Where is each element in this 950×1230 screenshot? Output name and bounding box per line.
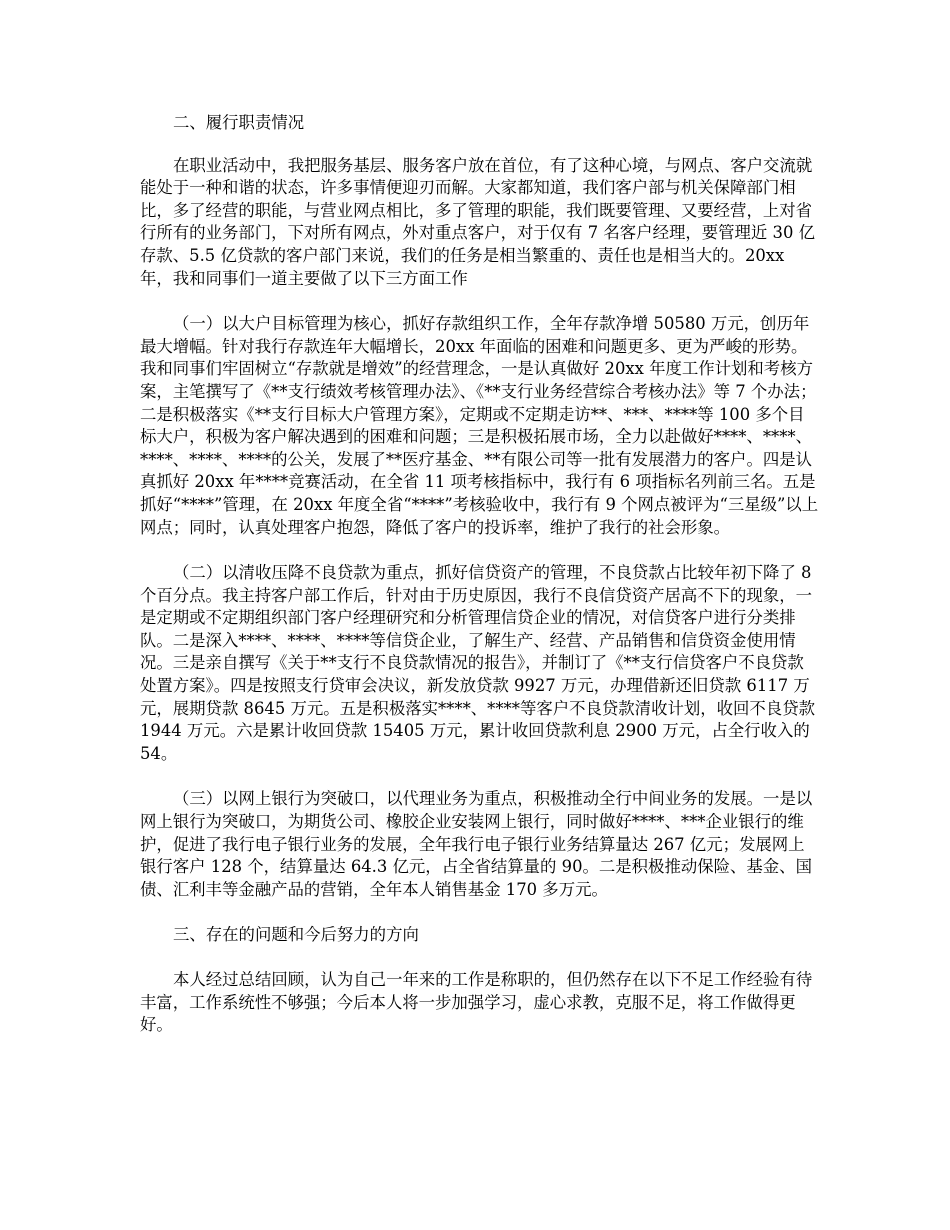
paragraph-loans: （二）以清收压降不良贷款为重点，抓好信贷资产的管理，不良贷款占比较年初下降了 8 个百分点。我主持客户部工作后，针对由于历史原因，我行不良信贷资产居高不下的现象，一是定期或不定期组织部门客户经理研究和分析管理信贷企业的情况，对信贷客户进行分类排队。二是深入****、****、****等信贷企业，了解生产、经营、产品销售和信贷资金使用情况。三是亲自撰写《关于**支行不良贷款情况的报告》，并制订了《**支行信贷客户不良贷款处置方案》。四是按照支行贷审会决议，新发放贷款 9927 万元，办理借新还旧贷款 6117 万元，展期贷款 8645 万元。五是积极落实****、****等客户不良贷款清收计划，收回不良贷款 1944 万元。六是累计收回贷款 15405 万元，累计收回贷款利息 2900 万元，占全行收入的 54。 (140, 563, 815, 763)
section-heading-duties: 二、履行职责情况 (173, 113, 305, 132)
paragraph-intermediary-business: （三）以网上银行为突破口，以代理业务为重点，积极推动全行中间业务的发展。一是以网上银行为突破口，为期货公司、橡胶企业安装网上银行，同时做好****、***企业银行的维护，促进了我行电子银行业务的发展，全年我行电子银行业务结算量达 267 亿元；发展网上银行客户 128 个，结算量达 64.3 亿元，占全省结算量的 90。二是积极推动保险、基金、国债、汇利丰等金融产品的营销，全年本人销售基金 170 多万元。 (140, 789, 813, 899)
document-page (140, 112, 820, 1037)
paragraph-deposits: （一）以大户目标管理为核心，抓好存款组织工作，全年存款净增 50580 万元，创历年最大增幅。针对我行存款连年大幅增长，20xx 年面临的困难和问题更多、更为严峻的形势。我和同事们牢固树立“存款就是增效”的经营理念，一是认真做好 20xx 年度工作计划和考核方案，主笔撰写了《**支行绩效考核管理办法》、《**支行业务经营综合考核办法》等 7 个办法；二是积极落实《**支行目标大户管理方案》，定期或不定期走访**、***、****等 100 多个目标大户，积极为客户解决遇到的困难和问题；三是积极拓展市场，全力以赴做好****、****、****、****、****的公关，发展了**医疗基金、**有限公司等一批有发展潜力的客户。四是认真抓好 20xx 年****竞赛活动，在全省 11 项考核指标中，我行有 6 项指标名列前三名。五是抓好“****”管理，在 20xx 年度全省“****”考核验收中，我行有 9 个网点被评为“三星级”以上网点；同时，认真处理客户抱怨，降低了客户的投诉率，维护了我行的社会形象。 (140, 314, 819, 537)
paragraph-conclusion: 本人经过总结回顾，认为自己一年来的工作是称职的，但仍然存在以下不足工作经验有待丰富，工作系统性不够强；今后本人将一步加强学习，虚心求教，克服不足，将工作做得更好。 (140, 970, 813, 1035)
paragraph-intro: 在职业活动中，我把服务基层、服务客户放在首位，有了这种心境，与网点、客户交流就能处于一种和谐的状态，许多事情便迎刃而解。大家都知道，我们客户部与机关保障部门相比，多了经营的职能，与营业网点相比，多了管理的职能，我们既要管理、又要经营，上对省行所有的业务部门，下对所有网点，外对重点客户，对于仅有 7 名客户经理，要管理近 30 亿存款、5.5 亿贷款的客户部门来说，我们的任务是相当繁重的、责任也是相当大的。20xx 年，我和同事们一道主要做了以下三方面工作 (140, 155, 815, 288)
section-heading-problems: 三、存在的问题和今后努力的方向 (173, 925, 419, 945)
